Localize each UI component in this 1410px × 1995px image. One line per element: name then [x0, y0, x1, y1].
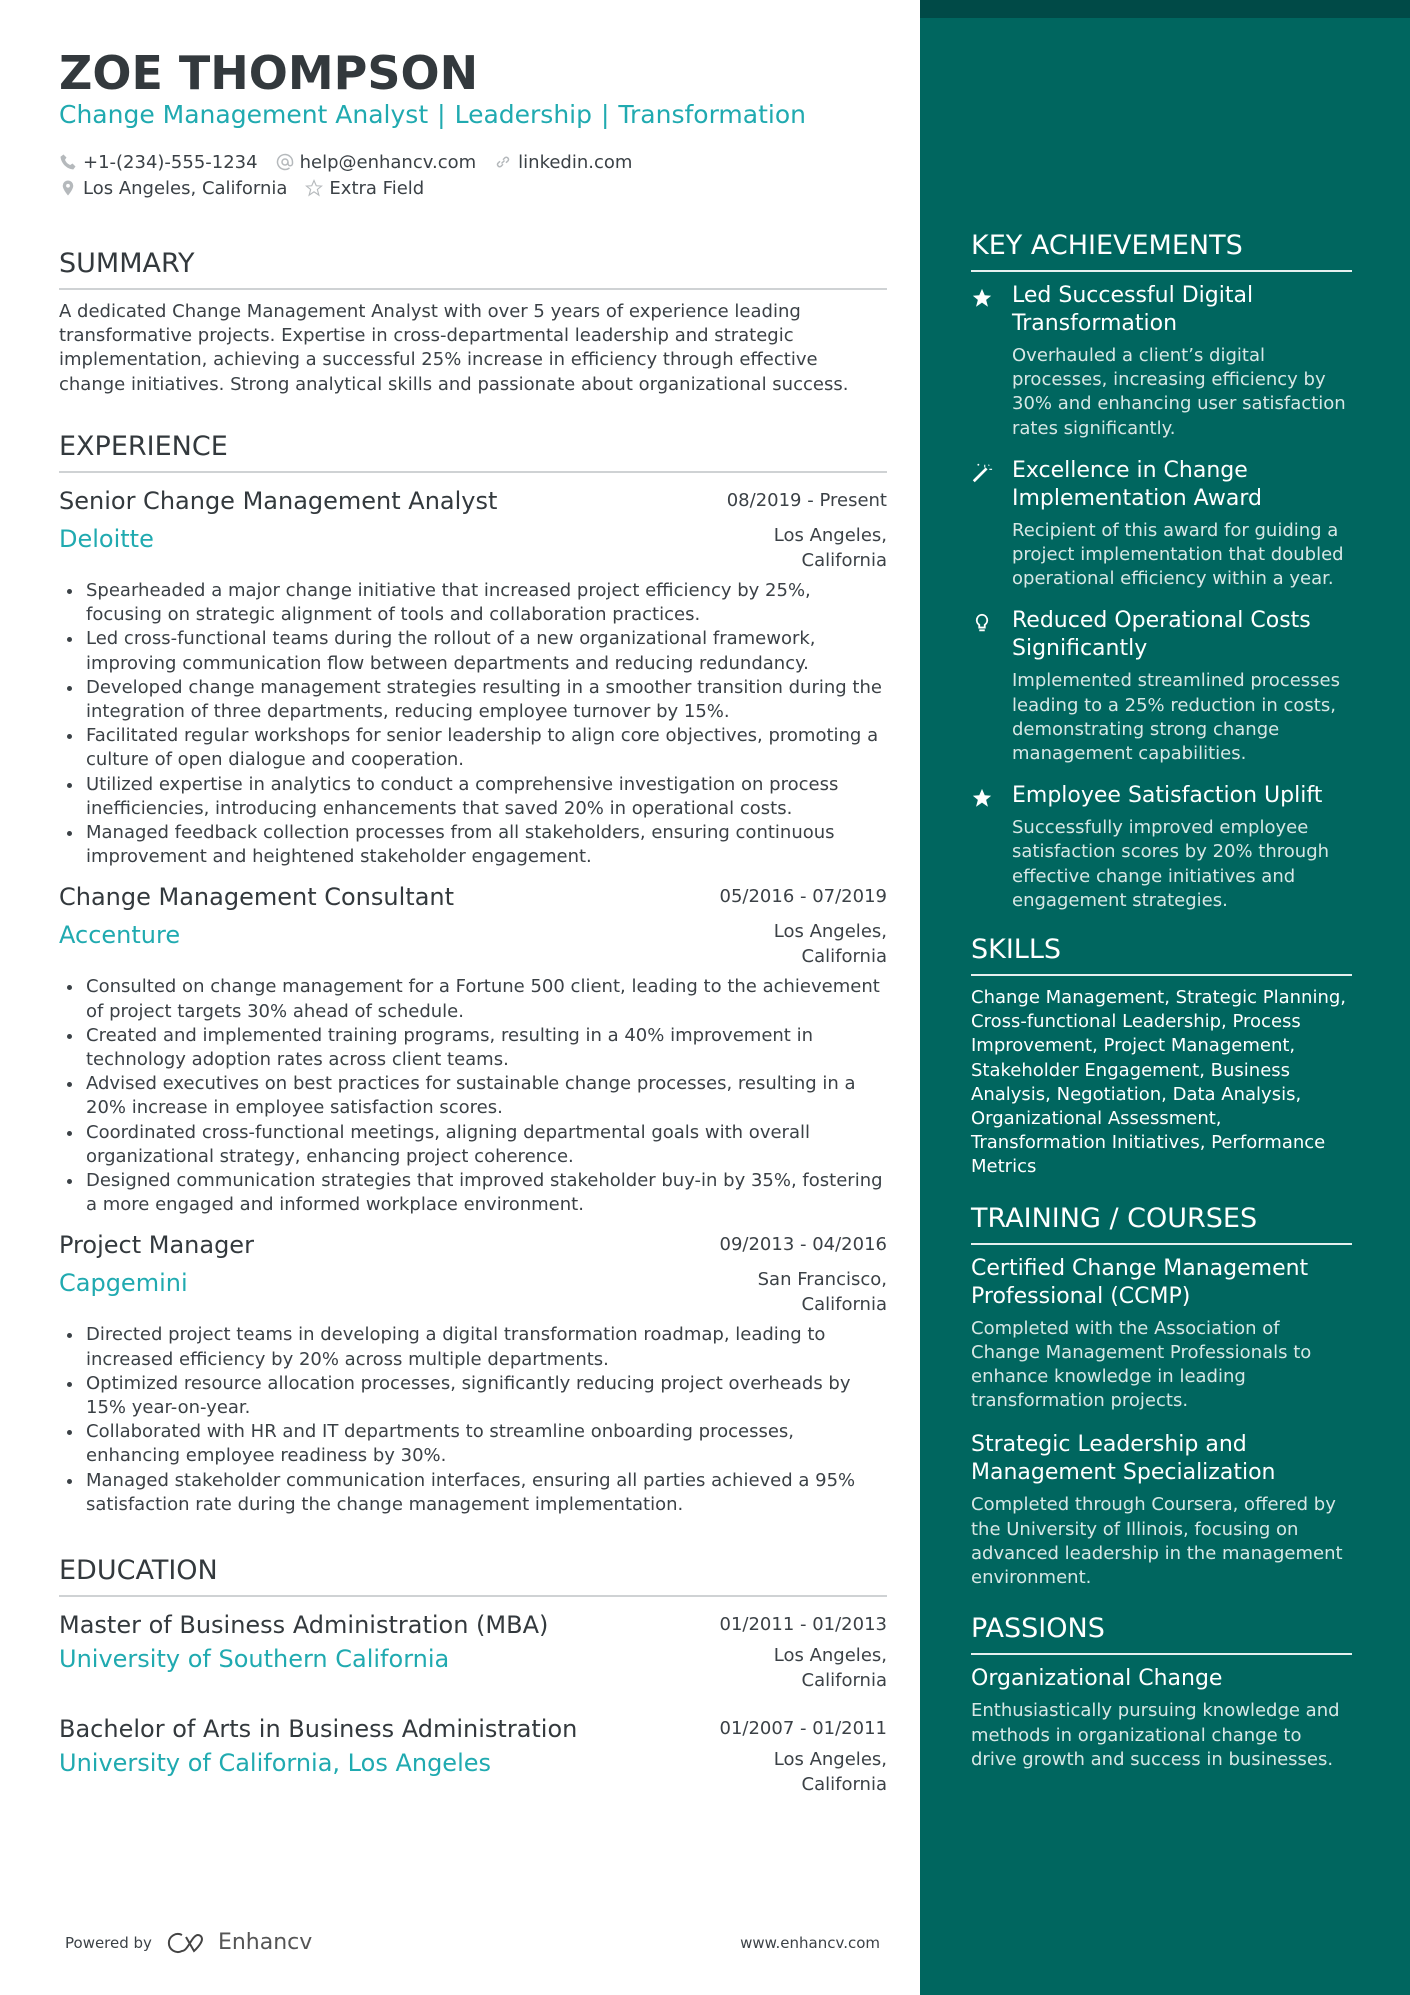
- summary-section: [59, 249, 887, 397]
- section-title: PASSIONS: [971, 1614, 1352, 1655]
- school-name[interactable]: University of California, Los Angeles: [59, 1749, 492, 1777]
- divider: |: [437, 100, 446, 129]
- job-header: [59, 1229, 887, 1261]
- achievement-title: Excellence in Change Implementation Award: [1012, 457, 1262, 511]
- achievement-body: [1012, 457, 1352, 592]
- achievement-desc: Recipient of this award for guiding a project implementation that doubled operational efficiency within a year.: [1012, 519, 1344, 590]
- education-section: [59, 1556, 887, 1797]
- achievement-desc: Implemented streamlined processes leading to a 25% reduction in costs, demonstrating strong change management capabilities.: [1012, 670, 1340, 765]
- magic-wand-icon: [971, 462, 993, 484]
- bullet-list: [59, 1323, 887, 1517]
- company-name[interactable]: Deloitte: [59, 525, 154, 553]
- bullet-item: Managed feedback collection processes from all stakeholders, ensuring continuous improvement and heightened stakeholder engagement.: [59, 821, 887, 869]
- education-dates: 01/2007 - 01/2011: [719, 1718, 887, 1739]
- job-entry: [59, 881, 887, 1217]
- star-outline-icon: [305, 179, 323, 197]
- bullet-list: [59, 579, 887, 869]
- enhancv-logo-icon: [164, 1931, 210, 1955]
- bullet-item: Advised executives on best practices for sustainable change processes, resulting in a 20% increase in employee satisfaction scores.: [59, 1072, 887, 1120]
- job-entry: [59, 1229, 887, 1517]
- link-icon: [494, 153, 512, 171]
- linkedin[interactable]: linkedin.com: [518, 151, 633, 173]
- achievement-icon-wrap: [971, 607, 1012, 766]
- bullet-item: Utilized expertise in analytics to conduct a comprehensive investigation on process inefficiencies, introducing enhancements that saved 20% in operational costs.: [59, 773, 887, 821]
- phone-icon: [59, 153, 77, 171]
- star-icon: [971, 787, 993, 809]
- skills-list: Change Management, Strategic Planning, Cross-functional Leadership, Process Improvement, Project Management, Stakeholder Engagement, Business Analysis, Negotiation, Data Analysis, Organizational Assessment, Transformation Initiatives, Performance Metrics: [971, 987, 1347, 1178]
- school-row: [59, 1745, 887, 1797]
- degree: Master of Business Administration (MBA): [59, 1611, 549, 1639]
- company-name[interactable]: Capgemini: [59, 1269, 188, 1298]
- summary-text: A dedicated Change Management Analyst with over 5 years of experience leading transformative projects. Expertise in cross-departmental leadership and strategic implementation, achieving a successful 25% increase in efficiency through effective change initiatives. Strong analytical skills and passionate about organizational success.: [59, 301, 849, 395]
- education-entry: [59, 1609, 887, 1693]
- job-company-row: [59, 913, 887, 969]
- achievement-body: [1012, 607, 1352, 766]
- headline: [59, 100, 806, 129]
- job-dates: 05/2016 - 07/2019: [719, 886, 887, 908]
- achievement-item: [971, 457, 1352, 592]
- achievement-desc: Successfully improved employee satisfaction scores by 20% through effective change initiatives and engagement strategies.: [1012, 817, 1330, 911]
- job-title: Change Management Consultant: [59, 883, 455, 912]
- job-header: [59, 881, 887, 913]
- section-title: TRAINING / COURSES: [971, 1204, 1352, 1245]
- education-header: [59, 1609, 887, 1641]
- course-desc: Completed through Coursera, offered by the University of Illinois, focusing on advanced leadership in the management environment.: [971, 1494, 1343, 1589]
- achievement-icon-wrap: [971, 457, 1012, 592]
- job-entry: [59, 485, 887, 869]
- degree: Bachelor of Arts in Business Administration: [59, 1715, 578, 1743]
- candidate-name: ZOE THOMPSON: [59, 46, 479, 100]
- company-name[interactable]: Accenture: [59, 921, 181, 950]
- star-icon: [971, 287, 993, 309]
- bullet-item: Consulted on change management for a Fortune 500 client, leading to the achievement of project targets 30% ahead of schedule.: [59, 975, 887, 1023]
- bullet-item: Led cross-functional teams during the rollout of a new organizational framework, improving communication flow between departments and reducing redundancy.: [59, 627, 887, 675]
- achievement-icon-wrap: [971, 782, 1012, 913]
- achievement-desc: Overhauled a client’s digital processes, increasing efficiency by 30% and enhancing user satisfaction rates significantly.: [1012, 345, 1346, 439]
- education-dates: 01/2011 - 01/2013: [719, 1614, 887, 1635]
- job-title: Senior Change Management Analyst: [59, 487, 498, 515]
- extra-field: Extra Field: [329, 177, 425, 199]
- location-pin-icon: [59, 179, 77, 197]
- bullet-item: Spearheaded a major change initiative that increased project efficiency by 25%, focusing on strategic alignment of tools and collaboration practices.: [59, 579, 887, 627]
- job-header: [59, 485, 887, 517]
- powered-by: Powered by: [65, 1933, 152, 1952]
- job-company-row: [59, 1261, 887, 1317]
- school-name[interactable]: University of Southern California: [59, 1645, 450, 1673]
- section-title: SUMMARY: [59, 249, 887, 290]
- course-desc: Completed with the Association of Change Management Professionals to enhance knowledge in leading transformation projects.: [971, 1317, 1312, 1412]
- achievement-icon-wrap: [971, 282, 1012, 441]
- headline-role: Change Management Analyst: [59, 100, 429, 129]
- section-title: EXPERIENCE: [59, 432, 887, 473]
- job-location: San Francisco, California: [757, 1269, 887, 1316]
- bullet-item: Created and implemented training programs, resulting in a 40% improvement in technology adoption rates across client teams.: [59, 1024, 887, 1072]
- passion-desc: Enthusiastically pursuing knowledge and methods in organizational change to drive growth and success in businesses.: [971, 1700, 1340, 1770]
- bullet-item: Facilitated regular workshops for senior leadership to align core objectives, promoting a culture of open dialogue and cooperation.: [59, 724, 887, 772]
- bullet-item: Designed communication strategies that improved stakeholder buy-in by 35%, fostering a more engaged and informed workplace environment.: [59, 1169, 887, 1217]
- job-location: Los Angeles, California: [773, 921, 887, 968]
- section-title: KEY ACHIEVEMENTS: [971, 231, 1352, 272]
- bullet-item: Developed change management strategies resulting in a smoother transition during the integration of three departments, reducing employee turnover by 15%.: [59, 676, 887, 724]
- achievement-title: Employee Satisfaction Uplift: [1012, 783, 1323, 809]
- education-entry: [59, 1713, 887, 1797]
- section-title: SKILLS: [971, 935, 1352, 976]
- course-title: Strategic Leadership and Management Specialization: [971, 1432, 1276, 1486]
- section-title: EDUCATION: [59, 1556, 887, 1597]
- sidebar: [920, 0, 1410, 1995]
- lightbulb-icon: [971, 612, 993, 634]
- bullet-item: Optimized resource allocation processes, significantly reducing project overheads by 15% year-on-year.: [59, 1372, 887, 1420]
- passion-title: Organizational Change: [971, 1666, 1223, 1692]
- achievement-title: Led Successful Digital Transformation: [1012, 283, 1254, 336]
- bullet-item: Managed stakeholder communication interfaces, ensuring all parties achieved a 95% satisfaction rate during the change management implementation.: [59, 1469, 887, 1517]
- bullet-list: [59, 975, 887, 1217]
- achievement-body: [1012, 282, 1352, 441]
- achievement-item: [971, 607, 1352, 766]
- website-link[interactable]: www.enhancv.com: [740, 1933, 880, 1952]
- education-location: Los Angeles, California: [773, 1645, 887, 1691]
- course-title: Certified Change Management Professional (CCMP): [971, 1255, 1309, 1309]
- achievement-body: [1012, 782, 1352, 913]
- headline-transformation: Transformation: [618, 100, 806, 129]
- bullet-item: Collaborated with HR and IT departments to streamline onboarding processes, enhancing employee readiness by 30%.: [59, 1420, 887, 1468]
- bullet-item: Directed project teams in developing a digital transformation roadmap, leading to increased efficiency by 20% across multiple departments.: [59, 1323, 887, 1371]
- job-dates: 09/2013 - 04/2016: [719, 1234, 887, 1256]
- experience-section: [59, 432, 887, 1517]
- location: Los Angeles, California: [83, 177, 288, 199]
- achievement-title: Reduced Operational Costs Significantly: [1012, 608, 1311, 662]
- job-dates: 08/2019 - Present: [726, 490, 887, 511]
- achievement-item: [971, 282, 1352, 441]
- education-location: Los Angeles, California: [773, 1749, 887, 1795]
- at-icon: [276, 153, 294, 171]
- enhancv-logo[interactable]: [164, 1930, 312, 1955]
- email[interactable]: help@enhancv.com: [299, 151, 477, 173]
- job-title: Project Manager: [59, 1231, 254, 1260]
- education-header: [59, 1713, 887, 1745]
- headline-leadership: Leadership: [454, 100, 592, 129]
- job-location: Los Angeles, California: [773, 525, 887, 571]
- brand-name: Enhancv: [217, 1930, 313, 1955]
- achievement-item: [971, 782, 1352, 913]
- divider: |: [600, 100, 610, 129]
- bullet-item: Coordinated cross-functional meetings, aligning departmental goals with overall organizational strategy, enhancing project coherence.: [59, 1121, 887, 1169]
- contact-info: [59, 149, 632, 201]
- school-row: [59, 1641, 887, 1693]
- footer: [65, 1930, 880, 1955]
- job-company-row: [59, 517, 887, 573]
- phone: +1-(234)-555-1234: [83, 151, 258, 173]
